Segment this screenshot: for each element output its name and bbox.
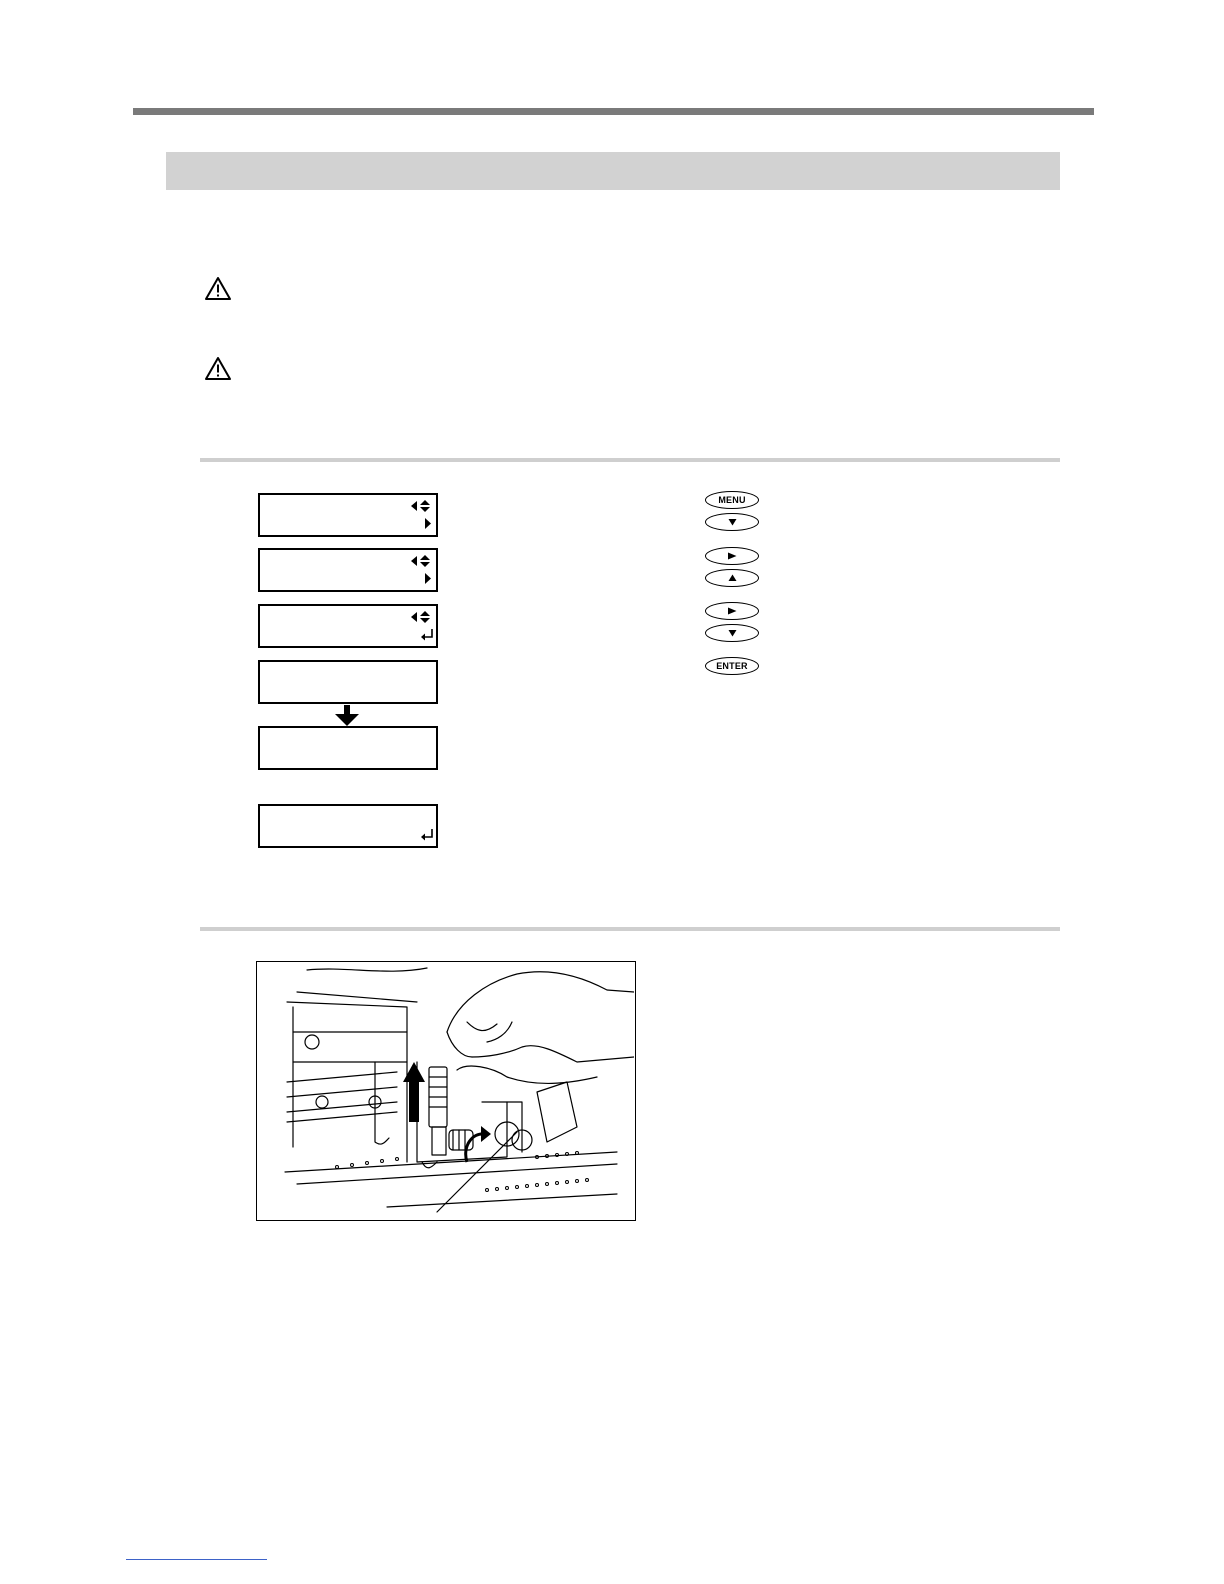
down-arrow-icon xyxy=(334,705,360,727)
enter-return-icon xyxy=(420,628,434,642)
left-up-down-arrow-icon xyxy=(410,500,432,512)
right-arrow-icon xyxy=(424,517,432,530)
left-up-down-arrow-icon xyxy=(410,611,432,623)
lcd-display xyxy=(258,493,438,537)
enter-key xyxy=(705,657,759,675)
left-up-down-arrow-icon xyxy=(410,555,432,567)
down-triangle-icon xyxy=(728,518,737,526)
lcd-display xyxy=(258,804,438,848)
lcd-display xyxy=(258,548,438,592)
down-triangle-icon xyxy=(728,629,737,637)
right-triangle-icon xyxy=(727,552,737,560)
menu-key xyxy=(705,491,759,509)
warning-triangle-icon xyxy=(204,276,232,302)
step-divider xyxy=(200,927,1060,931)
lcd-display xyxy=(258,604,438,648)
warning-triangle-icon xyxy=(204,356,232,382)
footer-link-underline xyxy=(126,1559,267,1560)
menu-key-label: MENU xyxy=(718,494,746,505)
enter-key-label: ENTER xyxy=(716,660,748,671)
enter-return-icon xyxy=(420,828,434,842)
hand-removing-blade-holder-icon xyxy=(257,962,634,1219)
right-arrow-icon xyxy=(424,572,432,585)
lcd-display xyxy=(258,660,438,704)
lcd-display xyxy=(258,726,438,770)
right-triangle-icon xyxy=(727,607,737,615)
down-key xyxy=(705,624,759,642)
down-key xyxy=(705,513,759,531)
blade-holder-illustration xyxy=(256,961,636,1221)
right-key xyxy=(705,547,759,565)
up-triangle-icon xyxy=(728,574,737,582)
step-divider xyxy=(200,458,1060,462)
header-rule xyxy=(133,108,1094,115)
right-key xyxy=(705,602,759,620)
section-title-bar xyxy=(166,152,1060,190)
up-key xyxy=(705,569,759,587)
